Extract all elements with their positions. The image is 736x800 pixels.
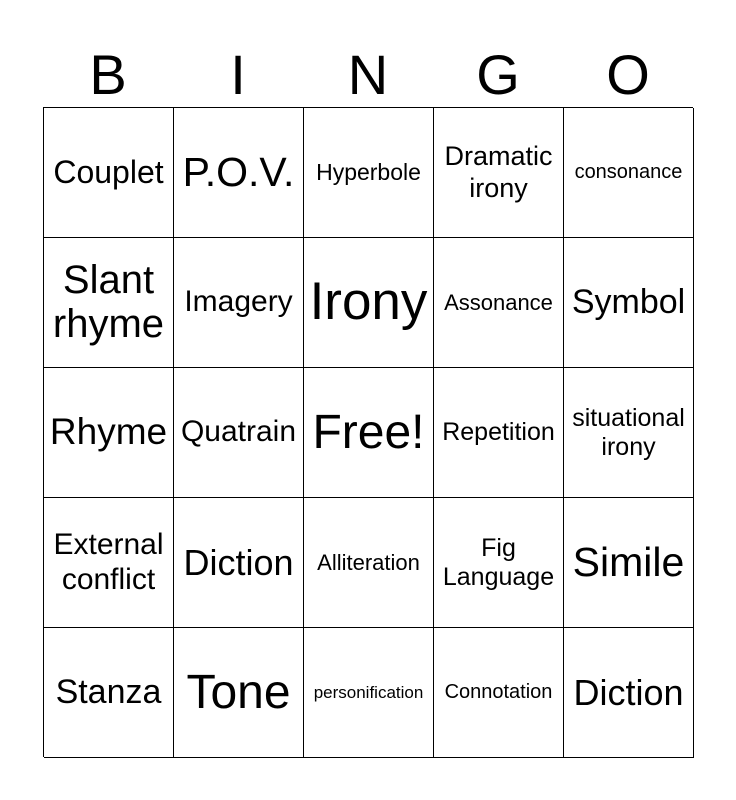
bingo-cell-r4c3[interactable] xyxy=(304,498,434,628)
bingo-cell-r2c3[interactable] xyxy=(304,238,434,368)
cell-text: situational irony xyxy=(572,403,685,461)
bingo-cell-r4c1[interactable] xyxy=(44,498,174,628)
bingo-cell-r3c4[interactable] xyxy=(434,368,564,498)
cell-text: Diction xyxy=(183,541,294,583)
bingo-cell-r5c3[interactable] xyxy=(304,628,434,758)
cell-text: Imagery xyxy=(184,285,293,319)
cell-text: Dramatic irony xyxy=(444,141,553,203)
bingo-cell-r5c1[interactable] xyxy=(44,628,174,758)
header-letter-g: G xyxy=(476,43,520,106)
bingo-cell-r1c5[interactable] xyxy=(564,108,694,238)
cell-text: External conflict xyxy=(53,528,164,596)
cell-text: Fig Language xyxy=(442,533,555,591)
bingo-cell-r1c2[interactable] xyxy=(174,108,304,238)
bingo-board xyxy=(43,107,693,757)
bingo-cell-r2c1[interactable] xyxy=(44,238,174,368)
cell-text: Assonance xyxy=(444,289,553,315)
bingo-cell-r4c5[interactable] xyxy=(564,498,694,628)
bingo-cell-r5c2[interactable] xyxy=(174,628,304,758)
header-letter-n: N xyxy=(347,43,389,106)
bingo-cell-r3c3-free[interactable] xyxy=(304,368,434,498)
cell-text: Hyperbole xyxy=(316,159,421,186)
bingo-cell-r4c2[interactable] xyxy=(174,498,304,628)
bingo-cell-r1c3[interactable] xyxy=(304,108,434,238)
bingo-cell-r2c2[interactable] xyxy=(174,238,304,368)
bingo-cell-r3c1[interactable] xyxy=(44,368,174,498)
header-letter-b: B xyxy=(89,43,127,106)
cell-text: Quatrain xyxy=(180,415,297,449)
bingo-cell-r3c2[interactable] xyxy=(174,368,304,498)
cell-text: Diction xyxy=(573,671,684,713)
cell-text: Couplet xyxy=(53,154,164,191)
bingo-cell-r2c5[interactable] xyxy=(564,238,694,368)
cell-text: Repetition xyxy=(442,418,555,447)
bingo-cell-r4c4[interactable] xyxy=(434,498,564,628)
header-letter-o: O xyxy=(606,43,650,106)
cell-text: Symbol xyxy=(571,282,686,321)
cell-text: Rhyme xyxy=(49,411,168,453)
bingo-cell-r3c5[interactable] xyxy=(564,368,694,498)
header-letter-i: I xyxy=(230,43,246,106)
bingo-cell-r2c4[interactable] xyxy=(434,238,564,368)
cell-text: Simile xyxy=(572,538,685,585)
cell-text: Alliteration xyxy=(317,549,420,575)
cell-text: consonance xyxy=(574,161,683,183)
cell-text: Slant rhyme xyxy=(52,258,165,346)
cell-text: Irony xyxy=(309,272,428,332)
bingo-header xyxy=(43,42,693,108)
cell-text: personification xyxy=(313,682,424,702)
bingo-cell-r1c4[interactable] xyxy=(434,108,564,238)
cell-text: Stanza xyxy=(55,672,162,711)
bingo-cell-r5c5[interactable] xyxy=(564,628,694,758)
cell-text: Tone xyxy=(186,665,291,719)
cell-text: Free! xyxy=(312,405,425,459)
bingo-cell-r1c1[interactable] xyxy=(44,108,174,238)
cell-text: Connotation xyxy=(444,681,553,703)
cell-text: P.O.V. xyxy=(182,148,295,195)
bingo-cell-r5c4[interactable] xyxy=(434,628,564,758)
